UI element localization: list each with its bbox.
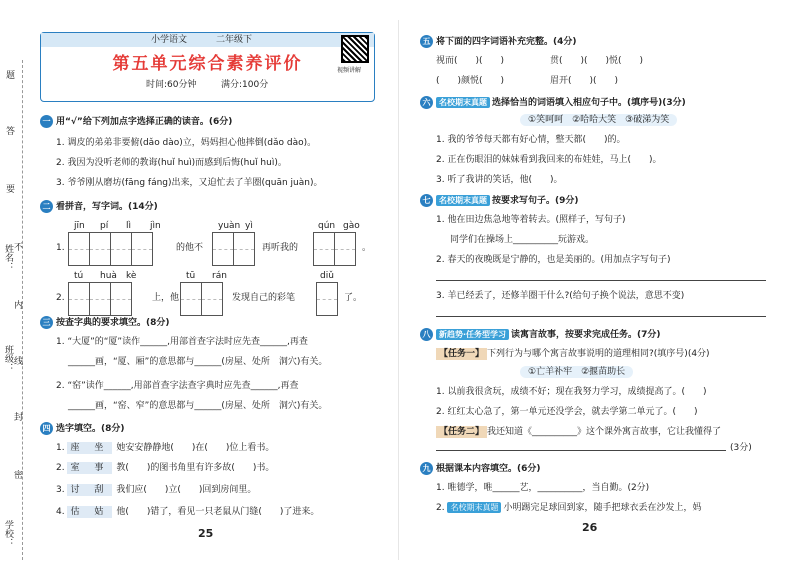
answer-line[interactable] <box>436 450 726 451</box>
q1-line1: 1. 调皮的弟弟非要俯(dǎo dào)立，妈妈担心他摔倒(dǎo dào)。 <box>56 138 317 148</box>
q7-line2: 同学们在操场上__________玩游戏。 <box>450 235 595 245</box>
section-9-title: 九 根据课本内容填空。(6分) <box>420 462 541 475</box>
writing-boxes[interactable] <box>316 282 337 316</box>
q1-line3: 3. 爷爷刚从磨坊(fāng fáng)出来，又迫忙去了羊圈(quān juàn)。 <box>56 178 323 188</box>
gutter-char: 封 <box>14 413 24 423</box>
q2-text: 发现自己的彩笔 <box>232 293 296 303</box>
writing-boxes[interactable] <box>68 232 152 266</box>
q9-line1: 1. 唯德学，唯______艺，__________，当自勤。(2分) <box>436 483 650 493</box>
q2-text: 的他不 <box>176 243 204 253</box>
section-3-title: 三 按查字典的要求填空。(8分) <box>40 316 170 329</box>
qr-label: 视频讲解 <box>337 67 362 74</box>
gutter-char: 不 <box>14 243 24 253</box>
school-label: 学校： <box>3 520 13 547</box>
q2-text: 再听我的 <box>262 243 299 253</box>
idiom-c: ( )颜悦( ) <box>436 76 505 86</box>
q2-text: 了。 <box>344 293 363 303</box>
idiom-a: 视而( )( ) <box>436 56 505 66</box>
q2-num: 2. <box>56 293 65 303</box>
exam-tag: 名校期末真题 <box>436 97 490 108</box>
section-7-title: 七 名校期末真题 按要求写句子。(9分) <box>420 194 579 207</box>
word-options: ①笑呵呵 ②哈哈大笑 ③破涕为笑 <box>520 114 677 126</box>
q7-line3: 2. 春天的夜晚既是宁静的，也是美丽的。(用加点字写句子) <box>436 255 671 265</box>
class-label: 班级： <box>3 345 13 372</box>
pinyin: diǔ <box>320 271 334 281</box>
q4-row2: 2. 室 事 教( )的图书角里有许多故( )书。 <box>56 463 275 473</box>
q3-line2: ______画，“厦、厢”的意思都与______(房屋、处所 洞穴)有关。 <box>68 357 328 367</box>
writing-boxes[interactable] <box>313 232 355 266</box>
gutter-char: 要 <box>6 185 16 195</box>
q9-line2: 2. 名校期末真题 小明踢完足球回到家，随手把球衣丢在沙发上，妈 <box>436 503 702 513</box>
pinyin: tū <box>186 271 196 281</box>
pinyin: huà <box>100 271 117 281</box>
binding-gutter <box>0 0 34 565</box>
story-options: ①亡羊补牢 ②揠苗助长 <box>520 366 633 378</box>
section-6-title: 六 名校期末真题 选择恰当的词语填入相应句子中。(填序号)(3分) <box>420 96 686 109</box>
q4-row3: 3. 讨 刮 我们应( )立( )回到房间里。 <box>56 485 257 495</box>
section-2-title: 二 看拼音，写字词。(14分) <box>40 200 158 213</box>
pinyin: tú <box>74 271 84 281</box>
writing-boxes[interactable] <box>180 282 222 316</box>
qr-code-icon[interactable] <box>341 35 369 63</box>
page-number: 25 <box>198 527 214 540</box>
pinyin: yuàn <box>218 221 241 231</box>
time-label: 时间:60分钟 <box>146 80 197 90</box>
pinyin: lì <box>126 221 132 231</box>
pinyin: kè <box>126 271 137 281</box>
q2-num: 1. <box>56 243 65 253</box>
idiom-d: 眉开( )( ) <box>550 76 619 86</box>
section-number: 八 <box>420 328 433 341</box>
q1-line2: 2. 我因为没听老师的教诲(huǐ huì)而感到后悔(huǐ huì)。 <box>56 158 287 168</box>
section-1-title: 一 用“√”给下列加点字选择正确的读音。(6分) <box>40 115 232 128</box>
gutter-char: 密 <box>14 471 24 481</box>
pinyin: gào <box>343 221 360 231</box>
q8-line2: 2. 红红太心急了，第一单元还没学会，就去学第二单元了。( ) <box>436 407 698 417</box>
gutter-char: 答 <box>6 127 16 137</box>
writing-boxes[interactable] <box>68 282 131 316</box>
pinyin: pí <box>100 221 109 231</box>
section-number: 三 <box>40 316 53 329</box>
section-4-title: 四 选字填空。(8分) <box>40 422 125 435</box>
q7-line1: 1. 他在田边焦急地等着转去。(照样子，写句子) <box>436 215 626 225</box>
q3-line1: 1. “大厦”的“厦”读作______,用部首查字法时应先查______,再查 <box>56 337 308 347</box>
idiom-b: 贯( )( )悦( ) <box>550 56 644 66</box>
q3-line4: ______画，“窑、窄”的意思都与______(房屋、处所 洞穴)有关。 <box>68 401 328 411</box>
section-number: 四 <box>40 422 53 435</box>
section-5-title: 五 将下面的四字词语补充完整。(4分) <box>420 35 577 48</box>
q7-line4: 3. 羊已经丢了，还修羊圈干什么?(给句子换个说法，意思不变) <box>436 291 685 301</box>
pinyin: qún <box>318 221 336 231</box>
q4-row4: 4. 估 姑 他( )错了，看见一只老鼠从门缝( )了进来。 <box>56 507 320 517</box>
grade-label: 二年级下 <box>216 35 253 45</box>
section-number: 六 <box>420 96 433 109</box>
gutter-char: 题 <box>6 71 16 81</box>
page-divider <box>398 20 399 560</box>
writing-boxes[interactable] <box>212 232 254 266</box>
pinyin: rán <box>212 271 227 281</box>
exam-tag: 新趋势·任务型学习 <box>436 329 509 340</box>
section-number: 二 <box>40 200 53 213</box>
gutter-char: 内 <box>14 301 24 311</box>
header-box <box>40 32 375 102</box>
section-number: 五 <box>420 35 433 48</box>
task2: 【任务二】 我还知道《__________》这个课外寓言故事，它让我懂得了 <box>436 426 721 438</box>
q2-text: 。 <box>362 243 372 253</box>
pinyin: yì <box>245 221 253 231</box>
q3-line3: 2. “窑”读作______,用部首查字法查字典时应先查______,再查 <box>56 381 299 391</box>
q8-line1: 1. 以前我很贪玩，成绩不好；现在我努力学习，成绩提高了。( ) <box>436 387 707 397</box>
exam-tag: 名校期末真题 <box>447 502 501 513</box>
page-number: 26 <box>582 521 598 534</box>
exam-tag: 名校期末真题 <box>436 195 490 206</box>
page-title: 第五单元综合素养评价 <box>112 54 303 74</box>
pinyin: jīn <box>74 221 85 231</box>
section-8-title: 八 新趋势·任务型学习 读寓言故事，按要求完成任务。(7分) <box>420 328 661 341</box>
name-label: 姓名： <box>3 244 13 271</box>
section-number: 九 <box>420 462 433 475</box>
answer-line[interactable] <box>436 280 766 281</box>
q6-line2: 2. 正在伤眼泪的妹妹看到我回来的布娃娃，马上( )。 <box>436 155 662 165</box>
score-label: 满分:100分 <box>221 80 269 90</box>
q6-line3: 3. 听了我讲的笑话，他( )。 <box>436 175 563 185</box>
gutter-char: 线 <box>14 357 24 367</box>
task1: 【任务一】 下列行为与哪个寓言故事说明的道理相同?(填序号)(4分) <box>436 348 710 360</box>
q2-text: 上，他 <box>152 293 180 303</box>
pinyin: jìn <box>150 221 161 231</box>
q4-row1: 1. 座 坐 她安安静静地( )在( )位上看书。 <box>56 443 275 453</box>
answer-line[interactable] <box>436 316 766 317</box>
q6-line1: 1. 我的爷爷每天都有好心情，整天都( )的。 <box>436 135 626 145</box>
q8-score: (3分) <box>730 443 752 453</box>
subject-label: 小学语文 <box>151 35 188 45</box>
section-number: 一 <box>40 115 53 128</box>
section-number: 七 <box>420 194 433 207</box>
